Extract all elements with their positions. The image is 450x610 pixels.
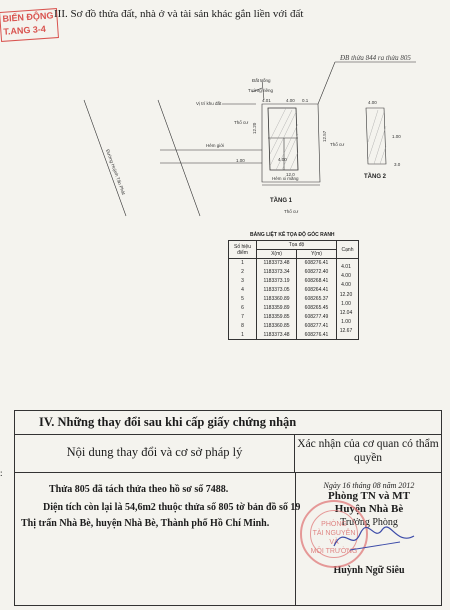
coord-y: 608277.49 bbox=[297, 313, 337, 322]
coord-x: 1183373.05 bbox=[257, 286, 297, 295]
label-tho-cu-right: Thổ cư bbox=[330, 142, 345, 147]
label-tho-cu-bottom: Thổ cư bbox=[284, 209, 299, 214]
coord-x: 1183359.89 bbox=[257, 304, 297, 313]
coord-x: 1183373.48 bbox=[257, 331, 297, 340]
head-so-hieu: Số hiệu điểm bbox=[229, 241, 257, 259]
head-toa-do: Tọa độ bbox=[257, 241, 337, 250]
dim-floor2-side: 1.00 bbox=[392, 134, 401, 139]
handwritten-signature bbox=[330, 516, 420, 556]
coord-y: 608272.40 bbox=[297, 268, 337, 277]
dim-top-2: 4.00 bbox=[286, 98, 295, 103]
label-hem-gioi: Hẻm giới bbox=[206, 143, 225, 148]
road-line-1 bbox=[84, 100, 126, 216]
point-id: 4 bbox=[229, 286, 257, 295]
label-tuong-rieng: Tường riêng bbox=[248, 88, 273, 93]
label-vi-tri: Vị trí khu đất bbox=[196, 101, 222, 106]
point-id: 2 bbox=[229, 268, 257, 277]
seal-line-4: MÔI TRƯỜNG bbox=[310, 548, 358, 555]
point-id: 7 bbox=[229, 313, 257, 322]
label-road: Đường Huỳnh Tấn Phát bbox=[105, 148, 127, 196]
coord-x: 1183373.48 bbox=[257, 259, 297, 268]
label-tang2: TẦNG 2 bbox=[364, 174, 387, 180]
edge-length: 4.00 bbox=[341, 282, 351, 289]
coord-x: 1183373.34 bbox=[257, 268, 297, 277]
dim-top-3: 0.1 bbox=[302, 98, 309, 103]
edge-length: 4.01 bbox=[341, 264, 351, 270]
dim-top-1: 4.01 bbox=[262, 98, 271, 103]
label-tang1: TẦNG 1 bbox=[270, 198, 293, 204]
dim-inner: 4.00 bbox=[278, 157, 287, 162]
edge-length: 4.00 bbox=[341, 273, 351, 280]
point-id: 6 bbox=[229, 304, 257, 313]
col-header-left: Nội dung thay đổi và cơ sở pháp lý bbox=[15, 435, 295, 472]
coord-x: 1183360.85 bbox=[257, 322, 297, 331]
coord-y: 608265.45 bbox=[297, 304, 337, 313]
stamp-line-1: BIẾN ĐỘNG bbox=[2, 10, 54, 24]
point-id: 1 bbox=[229, 331, 257, 340]
seal-line-2: TÀI NGUYÊN bbox=[312, 530, 356, 537]
dim-vertical-left: 12.20 bbox=[252, 122, 257, 134]
confirmation-date: Ngày 16 tháng 08 năm 2012 bbox=[323, 481, 415, 490]
coord-y: 608276.41 bbox=[297, 259, 337, 268]
seal-line-1: PHÒNG bbox=[321, 521, 347, 528]
signer-name: Huỳnh Ngữ Siêu bbox=[333, 565, 405, 576]
head-x: X(m) bbox=[257, 250, 297, 259]
position-title: Trưởng Phòng bbox=[340, 517, 398, 528]
head-y: Y(m) bbox=[297, 250, 337, 259]
road-line-2 bbox=[158, 100, 200, 216]
edge-length: 12.67 bbox=[339, 328, 353, 335]
point-id: 5 bbox=[229, 295, 257, 304]
org-line-2: Huyện Nhà Bè bbox=[334, 503, 404, 515]
edge-lengths bbox=[335, 264, 357, 338]
edge-length: 1.00 bbox=[341, 319, 351, 326]
seal-line-3: VÀ bbox=[329, 539, 339, 546]
coord-y: 608276.41 bbox=[297, 331, 337, 340]
coord-y: 608264.41 bbox=[297, 286, 337, 295]
coord-table-caption: BẢNG LIỆT KÊ TỌA ĐỘ GÓC RANH bbox=[250, 232, 335, 238]
col-header-right: Xác nhận của cơ quan có thẩm quyền bbox=[297, 438, 439, 464]
head-canh: Cạnh bbox=[337, 241, 359, 259]
plot-diagram bbox=[0, 30, 450, 220]
entry-line-1: Thửa 805 đã tách thửa theo hồ sơ số 7488. bbox=[49, 484, 229, 495]
edge-length: 12.20 bbox=[339, 291, 353, 298]
section3-title: III. Sơ đồ thửa đất, nhà ở và tài sản khác gắn liền với đất bbox=[54, 8, 304, 20]
point-id: 1 bbox=[229, 259, 257, 268]
edge-length: 1.00 bbox=[341, 300, 351, 307]
entry-line-3: Thị trấn Nhà Bè, huyện Nhà Bè, Thành phố Hồ Chí Minh. bbox=[21, 518, 270, 529]
handwritten-note: ĐB thửa 844 ra thửa 805 bbox=[340, 54, 411, 62]
stamp-line-2: T.ANG 3-4 bbox=[3, 23, 47, 37]
coord-x: 1183373.19 bbox=[257, 277, 297, 286]
coord-y: 608265.37 bbox=[297, 295, 337, 304]
margin-mark: : bbox=[0, 468, 3, 478]
edge-length: 12.04 bbox=[339, 309, 353, 316]
label-hem-xi-mang: Hẻm xi măng bbox=[272, 176, 299, 181]
entry-line-2: Diện tích còn lại là 54,6m2 thuộc thửa số 805 tờ bản đồ số 19 bbox=[43, 502, 301, 513]
dim-vertical-right: 12.57 bbox=[322, 130, 327, 142]
section4-box bbox=[14, 410, 442, 606]
coord-x: 1183360.89 bbox=[257, 295, 297, 304]
coord-x: 1183359.85 bbox=[257, 313, 297, 322]
org-line-1: Phòng TN và MT bbox=[327, 490, 410, 502]
dim-floor2-3: 3.0 bbox=[394, 162, 401, 167]
point-id: 3 bbox=[229, 277, 257, 286]
dim-floor2-top: 4.00 bbox=[368, 100, 377, 105]
dim-bottom: 12.0 bbox=[286, 172, 295, 177]
dim-left: 1.00 bbox=[236, 158, 245, 163]
coord-y: 608277.41 bbox=[297, 322, 337, 331]
point-id: 8 bbox=[229, 322, 257, 331]
label-dat-trong: Đất trống bbox=[252, 78, 271, 83]
section4-title: IV. Những thay đổi sau khi cấp giấy chứng nhận bbox=[15, 411, 441, 435]
label-tho-cu-left: Thổ cư bbox=[234, 120, 249, 125]
coord-y: 608268.41 bbox=[297, 277, 337, 286]
